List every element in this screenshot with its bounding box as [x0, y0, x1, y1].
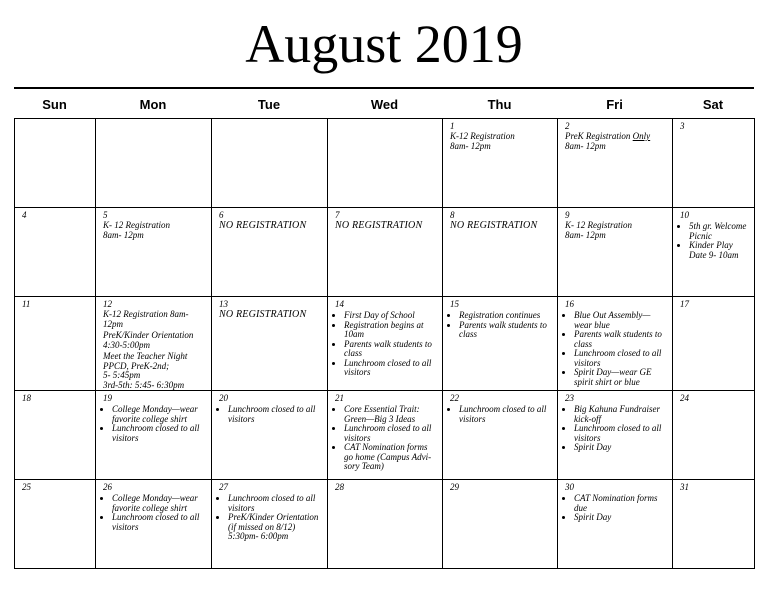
calendar-grid: [14, 118, 755, 569]
event-item: • Lunchroom closed to all visitors: [344, 424, 437, 443]
week-row: [15, 297, 755, 391]
day-cell-28[interactable]: [328, 480, 443, 569]
day-cell-23[interactable]: [558, 391, 673, 480]
day-cell-5[interactable]: [96, 208, 212, 297]
event-item: • Registration begins at 10am: [344, 321, 437, 340]
day-number: 6: [219, 210, 224, 220]
event-time: 5- 5:45pm: [103, 370, 141, 380]
day-number: 30: [565, 482, 574, 492]
day-number: 29: [450, 482, 459, 492]
day-number: 1: [450, 121, 455, 131]
day-number: 26: [103, 482, 112, 492]
day-number: 20: [219, 393, 228, 403]
event-time: 3rd-5th: 5:45- 6:30pm: [103, 379, 185, 390]
event-item: • Lunchroom closed to all visitors: [112, 513, 206, 532]
day-number: 17: [680, 299, 689, 309]
event-list: [680, 222, 749, 260]
event-item: • Lunchroom closed to all visitors: [574, 349, 667, 368]
day-cell-10[interactable]: [673, 208, 755, 297]
day-cell-14[interactable]: [328, 297, 443, 391]
month-title: August 2019: [245, 14, 523, 74]
day-cell-12[interactable]: [96, 297, 212, 391]
day-cell-2[interactable]: [558, 119, 673, 208]
day-number: 18: [22, 393, 31, 403]
event-item: • College Monday—wear favorite college shirt: [112, 494, 206, 513]
event-item: • CAT Nomination forms due: [574, 494, 667, 513]
event-item: • Core Essential Trait: Green—Big 3 Ideas: [344, 405, 437, 424]
event-text: Meet the Teacher Night: [103, 351, 188, 361]
day-cell-22[interactable]: [443, 391, 558, 480]
day-number: 11: [22, 299, 31, 309]
event-time: 4:30-5:00pm: [103, 339, 150, 350]
day-cell-1[interactable]: [443, 119, 558, 208]
weekday-header: [14, 90, 754, 118]
weekday-wed: Wed: [370, 96, 399, 112]
event-text: NO REGISTRATION: [335, 220, 423, 231]
event-time: 8am- 12pm: [450, 140, 491, 151]
event-list: [103, 494, 206, 532]
day-cell-4[interactable]: [15, 208, 96, 297]
week-row: [15, 208, 755, 297]
day-number: 28: [335, 482, 344, 492]
week-row: [15, 480, 755, 569]
event-text: NO REGISTRATION: [219, 220, 307, 231]
event-text: K-12 Registration: [450, 131, 515, 141]
event-item: • CAT Nomination forms go home (Campus Advi-sory Team): [344, 443, 437, 472]
event-text: PreK/Kinder Orientation: [103, 330, 194, 340]
day-number: 24: [680, 393, 689, 403]
event-item: • Lunchroom closed to all visitors: [344, 359, 437, 378]
day-cell-25[interactable]: [15, 480, 96, 569]
event-item: • Blue Out Assembly—wear blue: [574, 311, 667, 330]
event-text-part: PreK Registration: [565, 131, 633, 141]
event-item: • Lunchroom closed to all visitors: [459, 405, 552, 424]
event-list: [335, 405, 437, 472]
day-number: 10: [680, 210, 689, 220]
event-item: • Parents walk students to class: [344, 340, 437, 359]
day-cell-29[interactable]: [443, 480, 558, 569]
event-item: • Spirit Day: [574, 513, 667, 523]
day-number: 8: [450, 210, 455, 220]
weekday-sat: Sat: [702, 96, 724, 112]
day-cell-15[interactable]: [443, 297, 558, 391]
event-item: • Parents walk students to class: [574, 330, 667, 349]
day-cell-30[interactable]: [558, 480, 673, 569]
event-list: [219, 405, 322, 424]
event-text: NO REGISTRATION: [219, 309, 307, 320]
event-time: 8am- 12pm: [565, 229, 606, 240]
event-time: 8am- 12pm: [565, 140, 606, 151]
empty-day-cell: [328, 119, 443, 208]
event-item: • Parents walk students to class: [459, 321, 552, 340]
event-item: • Spirit Day—wear GE spirit shirt or blue: [574, 368, 667, 387]
day-cell-9[interactable]: [558, 208, 673, 297]
event-item: • Lunchroom closed to all visitors: [228, 405, 322, 424]
day-number: 21: [335, 393, 344, 403]
day-cell-17[interactable]: [673, 297, 755, 391]
event-item: • College Monday—wear favorite college shirt: [112, 405, 206, 424]
event-text: K- 12 Registration: [103, 220, 170, 230]
event-list: [450, 405, 552, 424]
day-cell-13[interactable]: [212, 297, 328, 391]
day-number: 31: [680, 482, 689, 492]
event-text-underlined: Only: [632, 131, 651, 141]
event-text: NO REGISTRATION: [450, 220, 538, 231]
event-list: [450, 311, 552, 340]
day-number: 27: [219, 482, 228, 492]
day-number: 2: [565, 121, 570, 131]
event-item: • First Day of School: [344, 311, 437, 321]
day-number: 4: [22, 210, 27, 220]
event-list: [565, 494, 667, 523]
day-number: 23: [565, 393, 574, 403]
day-cell-26[interactable]: [96, 480, 212, 569]
event-item: • 5th gr. Welcome Picnic: [689, 222, 749, 241]
event-text: K- 12 Registration: [565, 220, 632, 230]
day-cell-31[interactable]: [673, 480, 755, 569]
event-item: • Registration continues: [459, 311, 552, 321]
day-number: 14: [335, 299, 344, 309]
day-cell-16[interactable]: [558, 297, 673, 391]
day-cell-8[interactable]: [443, 208, 558, 297]
event-item: • Lunchroom closed to all visitors: [574, 424, 667, 443]
empty-day-cell: [212, 119, 328, 208]
week-row: [15, 119, 755, 208]
event-item: • Big Kahuna Fundraiser kick-off: [574, 405, 667, 424]
event-list: [565, 311, 667, 387]
weekday-tue: Tue: [257, 96, 281, 112]
day-number: 12: [103, 299, 112, 309]
day-number: 22: [450, 393, 459, 403]
day-number: 13: [219, 299, 228, 309]
event-list: [103, 405, 206, 443]
day-cell-7[interactable]: [328, 208, 443, 297]
day-number: 3: [680, 121, 685, 131]
event-item: • Spirit Day: [574, 443, 667, 453]
day-cell-27[interactable]: [212, 480, 328, 569]
event-item: • PreK/Kinder Orientation (if missed on 8/12) 5:30pm- 6:00pm: [228, 513, 322, 542]
weekday-sun: Sun: [42, 96, 67, 112]
weekday-thu: Thu: [487, 96, 512, 112]
day-number: 9: [565, 210, 570, 220]
day-cell-18[interactable]: [15, 391, 96, 480]
day-cell-6[interactable]: [212, 208, 328, 297]
day-number: 16: [565, 299, 574, 309]
weekday-fri: Fri: [606, 96, 623, 112]
day-number: 5: [103, 210, 108, 220]
day-number: 25: [22, 482, 31, 492]
event-list: [565, 405, 667, 453]
event-text: PPCD, PreK-2nd;: [103, 360, 170, 371]
empty-day-cell: [96, 119, 212, 208]
empty-day-cell: [15, 119, 96, 208]
event-item: • Kinder Play Date 9- 10am: [689, 241, 749, 260]
event-text: K-12 Registration 8am- 12pm: [103, 309, 189, 329]
event-list: [335, 311, 437, 378]
title-rule: [14, 87, 754, 89]
day-number: 7: [335, 210, 340, 220]
day-number: 19: [103, 393, 112, 403]
day-cell-24[interactable]: [673, 391, 755, 480]
day-cell-20[interactable]: [212, 391, 328, 480]
day-number: 15: [450, 299, 459, 309]
week-row: [15, 391, 755, 480]
event-list: [219, 494, 322, 542]
weekday-mon: Mon: [139, 96, 167, 112]
day-cell-19[interactable]: [96, 391, 212, 480]
event-time: 8am- 12pm: [103, 229, 144, 240]
event-item: • Lunchroom closed to all visitors: [228, 494, 322, 513]
event-item: • Lunchroom closed to all visitors: [112, 424, 206, 443]
day-cell-3[interactable]: [673, 119, 755, 208]
day-cell-21[interactable]: [328, 391, 443, 480]
day-cell-11[interactable]: [15, 297, 96, 391]
